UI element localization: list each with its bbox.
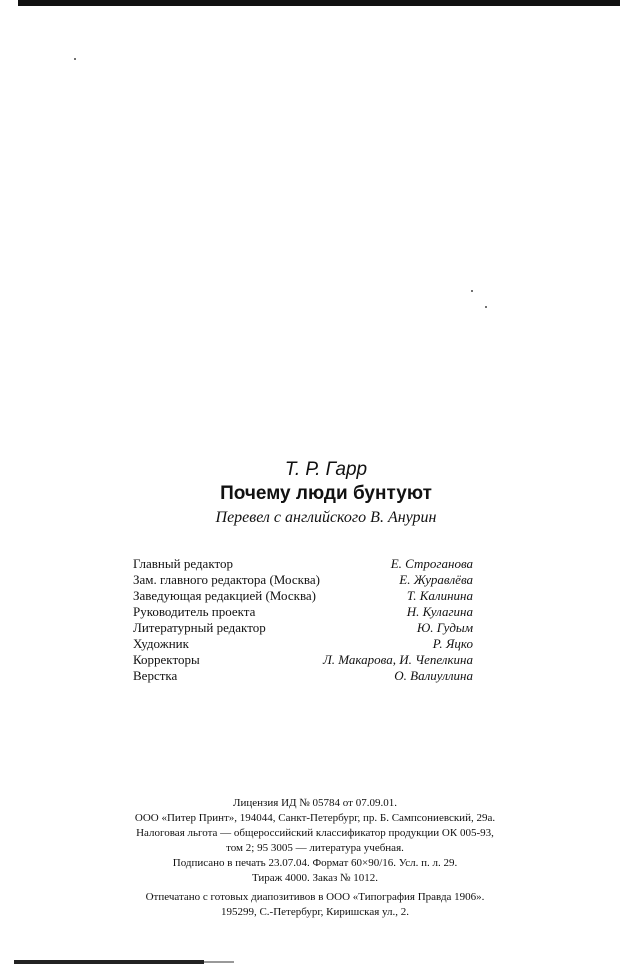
- translator-note: Перевел с английского В. Анурин: [215, 509, 437, 526]
- credit-role: Главный редактор: [133, 556, 233, 571]
- credit-role: Художник: [133, 636, 189, 651]
- bottom-border-rule-fade: [204, 961, 234, 963]
- credit-name: Н. Кулагина: [406, 604, 473, 619]
- credit-row: [133, 652, 473, 668]
- signed-line: Подписано в печать 23.07.04. Формат 60×90/16. Усл. п. л. 29.: [172, 857, 458, 869]
- credit-row: [133, 620, 473, 636]
- credit-name: Л. Макарова, И. Чепелкина: [322, 652, 473, 667]
- credit-name: Р. Яцко: [432, 636, 473, 651]
- credit-name: О. Валиуллина: [394, 668, 473, 683]
- credit-role: Зам. главного редактора (Москва): [133, 572, 320, 587]
- credit-name: Ю. Гудым: [416, 620, 473, 635]
- credit-name: Т. Калинина: [406, 588, 473, 603]
- tax-line: Налоговая льгота — общероссийский классификатор продукции ОК 005-93,: [136, 827, 494, 839]
- scan-speck: [471, 290, 473, 292]
- credit-row: [133, 572, 473, 588]
- tax-line: том 2; 95 3005 — литература учебная.: [226, 842, 404, 854]
- book-title: Почему люди бунтуют: [220, 483, 432, 504]
- printer-address-line: 195299, С.-Петербург, Киришская ул., 2.: [220, 906, 410, 918]
- credit-row: [133, 604, 473, 620]
- credit-role: Верстка: [133, 668, 178, 683]
- credit-name: Е. Строганова: [390, 556, 473, 571]
- book-author: Т. Р. Гарр: [284, 459, 368, 480]
- scan-speck: [74, 58, 76, 60]
- credit-role: Заведующая редакцией (Москва): [133, 588, 317, 603]
- publisher-line: ООО «Питер Принт», 194044, Санкт-Петербург, пр. Б. Сампсониевский, 29а.: [134, 812, 496, 824]
- credit-role: Руководитель проекта: [133, 604, 256, 619]
- credit-row: [133, 588, 473, 604]
- bottom-border-rule: [14, 960, 204, 964]
- print-run-line: Тираж 4000. Заказ № 1012.: [251, 872, 379, 884]
- credit-row: [133, 668, 473, 684]
- credit-row: [133, 636, 473, 652]
- credit-role: Корректоры: [133, 652, 200, 667]
- top-border-rule: [18, 0, 620, 6]
- license-line: Лицензия ИД № 05784 от 07.09.01.: [233, 797, 397, 809]
- credit-row: [133, 556, 473, 572]
- credits-list: [133, 556, 473, 684]
- credit-role: Литературный редактор: [133, 620, 266, 635]
- credit-name: Е. Журавлёва: [399, 572, 473, 587]
- printer-line: Отпечатано с готовых диапозитивов в ООО «Типография Правда 1906».: [145, 891, 485, 903]
- imprint-block: [90, 796, 540, 920]
- scan-speck: [485, 306, 487, 308]
